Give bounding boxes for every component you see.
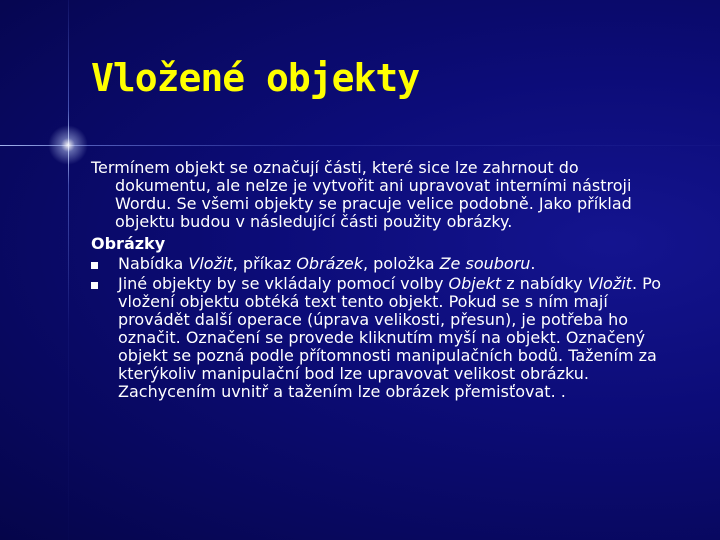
bullet-list <box>91 255 671 401</box>
bullet-text-run: Objekt <box>448 274 502 293</box>
slide-title: Vložené objekty <box>91 56 420 100</box>
bullet-text-run: z nabídky <box>501 274 588 293</box>
decorative-horizontal-line <box>0 145 720 146</box>
bullet-text-run: Vložit <box>188 254 233 273</box>
section-heading: Obrázky <box>91 234 166 253</box>
bullet-text-run: , položka <box>362 254 440 273</box>
bullet-text-run: . Po vložení objektu obtéká text tento objekt. Pokud se s ním mají provádět další operace (úprava velikosti, přesun), je potřeba ho označit. Označení se provede kliknutím myší na objekt. Označený objekt se pozná podle přítomnosti manipulačních bodů. Tažením za kterýkoliv manipulační bod lze upravovat velikost obrázku. Zachycením uvnitř a tažením lze obrázek přemisťovat. . <box>118 274 661 401</box>
bullet-text-run: Jiné objekty by se vkládaly pomocí volby <box>118 274 449 293</box>
bullet-text-run: Ze souboru <box>439 254 531 273</box>
bullet-text-run: Vložit <box>587 274 632 293</box>
slide-body <box>91 159 671 403</box>
bullet-item <box>91 255 671 273</box>
decorative-vertical-line <box>68 0 69 540</box>
square-bullet-icon <box>91 282 98 289</box>
square-bullet-icon <box>91 262 98 269</box>
bullet-text-run: Obrázek <box>296 254 363 273</box>
bullet-text-run: . <box>530 254 536 273</box>
bullet-item <box>91 275 671 401</box>
bullet-text-run: , příkaz <box>232 254 297 273</box>
decorative-star-glow <box>48 125 88 165</box>
bullet-text-run: Nabídka <box>118 254 189 273</box>
intro-paragraph: Termínem objekt se označují části, které sice lze zahrnout do dokumentu, ale nelze je vytvořit ani upravovat interními nástroji Wordu. Se všemi objekty se pracuje velice podobně. Jako příklad objektu budou v následující části použity obrázky. <box>91 158 632 231</box>
